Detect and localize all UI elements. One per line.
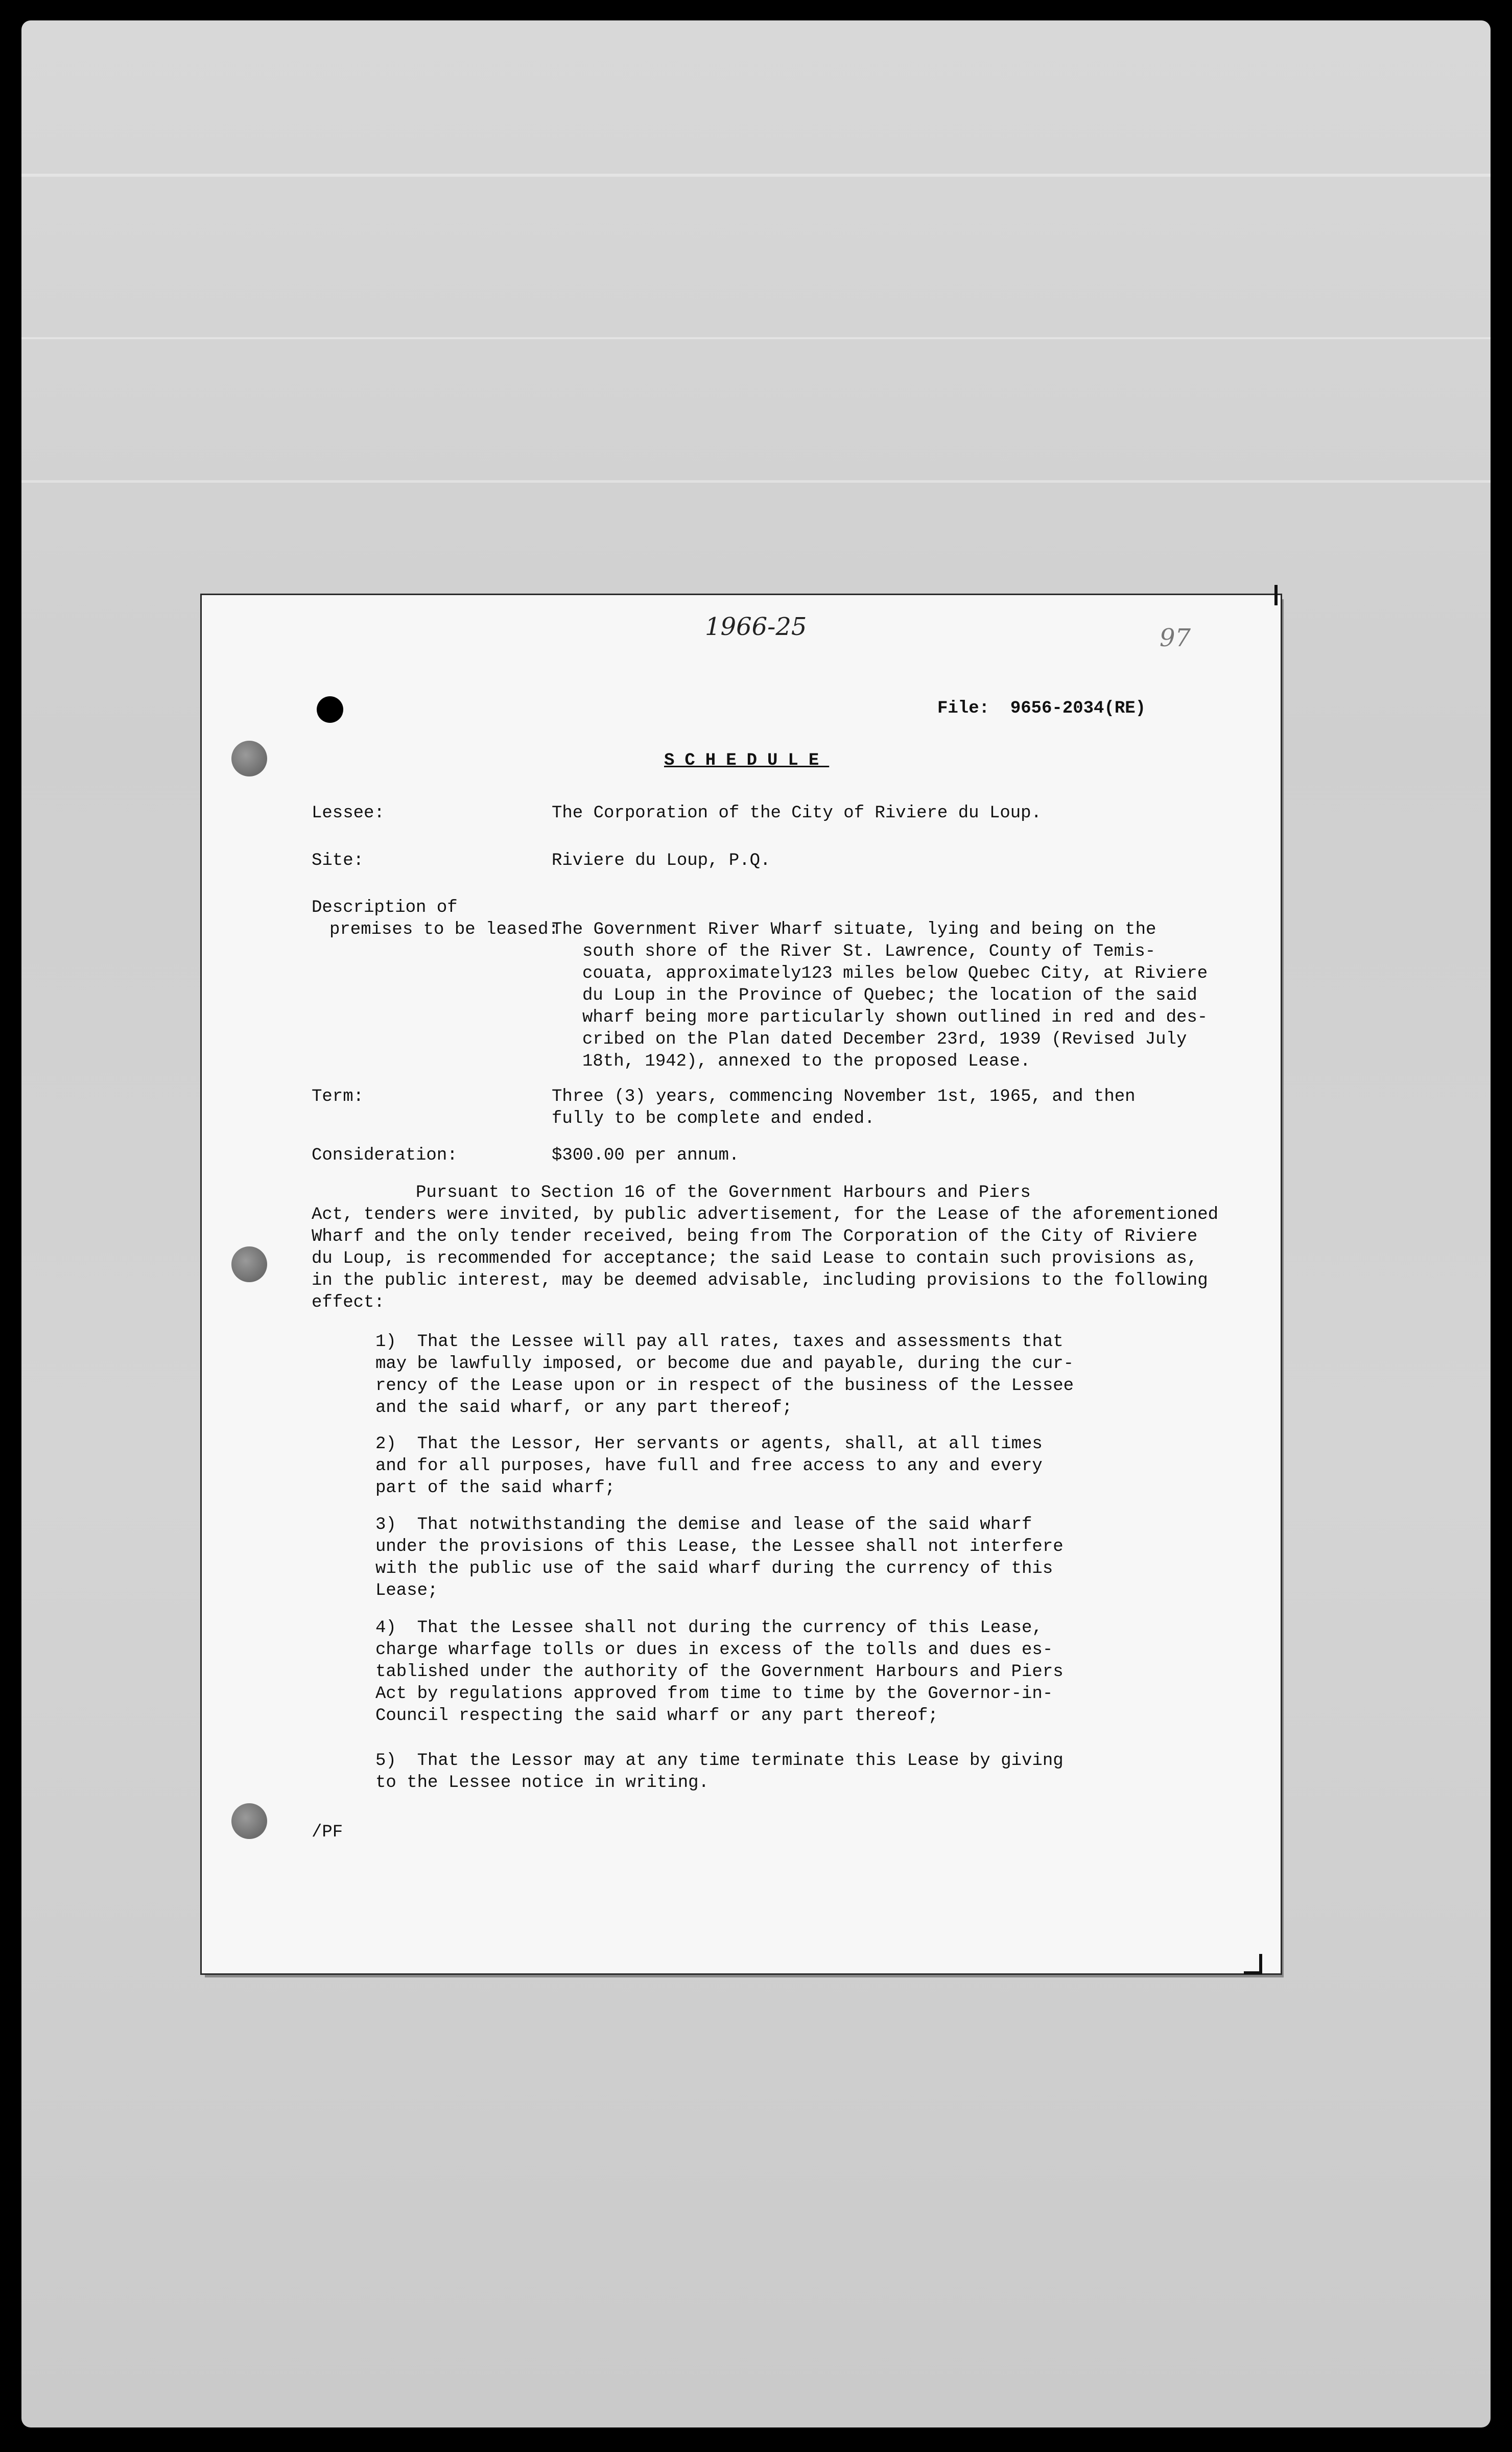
description-line: The Government River Wharf situate, lying and being on the (552, 920, 1156, 939)
description-line: cribed on the Plan dated December 23rd, 1939 (Revised July (582, 1030, 1187, 1049)
description-line: du Loup in the Province of Quebec; the location of the said (582, 986, 1197, 1005)
body-line: Act, tenders were invited, by public advertisement, for the Lease of the aforementioned (312, 1205, 1219, 1224)
description-line: south shore of the River St. Lawrence, County of Temis- (582, 942, 1156, 961)
provision-line: 1) That the Lessee will pay all rates, taxes and assessments that (375, 1332, 1064, 1352)
provision-line: Lease; (375, 1581, 438, 1600)
lessee-label: Lessee: (312, 804, 385, 823)
punch-hole (231, 1803, 267, 1839)
typist-initials: /PF (312, 1823, 343, 1842)
lessee-value: The Corporation of the City of Riviere du Loup. (552, 804, 1042, 823)
site-value: Riviere du Loup, P.Q. (552, 851, 771, 870)
site-label: Site: (312, 851, 364, 870)
body-line: Wharf and the only tender received, being from The Corporation of the City of Riviere (312, 1227, 1198, 1246)
term-label: Term: (312, 1087, 364, 1106)
corner-mark (1274, 585, 1278, 605)
provision-line: may be lawfully imposed, or become due and payable, during the cur- (375, 1354, 1074, 1374)
body-line: in the public interest, may be deemed advisable, including provisions to the following (312, 1271, 1208, 1290)
body-line: Pursuant to Section 16 of the Government Harbours and Piers (312, 1183, 1031, 1203)
schedule-title: SCHEDULE (664, 751, 830, 770)
punch-hole (317, 696, 343, 723)
provision-line: Council respecting the said wharf or any part thereof; (375, 1706, 938, 1726)
provision-line: under the provisions of this Lease, the Lessee shall not interfere (375, 1537, 1064, 1557)
consideration-label: Consideration: (312, 1146, 458, 1165)
body-line: effect: (312, 1293, 385, 1312)
provision-line: 2) That the Lessor, Her servants or agents, shall, at all times (375, 1434, 1043, 1454)
description-line: couata, approximately123 miles below Quebec City, at Riviere (582, 964, 1208, 983)
provision-line: to the Lessee notice in writing. (375, 1773, 709, 1793)
provision-line: tablished under the authority of the Government Harbours and Piers (375, 1662, 1064, 1682)
body-line: du Loup, is recommended for acceptance; the said Lease to contain such provisions as, (312, 1249, 1198, 1268)
document-page (202, 595, 1281, 1973)
description-line: wharf being more particularly shown outlined in red and des- (582, 1008, 1208, 1027)
film-streak (21, 337, 1491, 339)
description-label: Description of (312, 898, 458, 917)
provision-line: 4) That the Lessee shall not during the currency of this Lease, (375, 1618, 1043, 1638)
provision-line: Act by regulations approved from time to time by the Governor-in- (375, 1684, 1053, 1704)
punch-hole (231, 1246, 267, 1282)
page-mark: 97 (1160, 624, 1191, 652)
film-streak (21, 480, 1491, 483)
consideration-value: $300.00 per annum. (552, 1146, 740, 1165)
description-line: 18th, 1942), annexed to the proposed Lease. (582, 1052, 1031, 1071)
provision-line: 3) That notwithstanding the demise and lease of the said wharf (375, 1515, 1032, 1535)
punch-hole (231, 741, 267, 776)
file-number: File: 9656-2034(RE) (937, 699, 1146, 718)
description-label-2: premises to be leased: (329, 920, 559, 939)
corner-mark (1244, 1971, 1262, 1974)
provision-line: and the said wharf, or any part thereof; (375, 1398, 793, 1418)
provision-line: part of the said wharf; (375, 1478, 616, 1498)
handwritten-reference: 1966-25 (705, 612, 807, 641)
term-line: Three (3) years, commencing November 1st, 1965, and then (552, 1087, 1136, 1106)
provision-line: with the public use of the said wharf during the currency of this (375, 1559, 1053, 1578)
provision-line: charge wharfage tolls or dues in excess of the tolls and dues es- (375, 1640, 1053, 1660)
term-line: fully to be complete and ended. (552, 1109, 875, 1128)
film-streak (21, 174, 1491, 177)
provision-line: rency of the Lease upon or in respect of the business of the Lessee (375, 1376, 1074, 1396)
provision-line: and for all purposes, have full and free access to any and every (375, 1456, 1043, 1476)
provision-line: 5) That the Lessor may at any time terminate this Lease by giving (375, 1751, 1064, 1771)
